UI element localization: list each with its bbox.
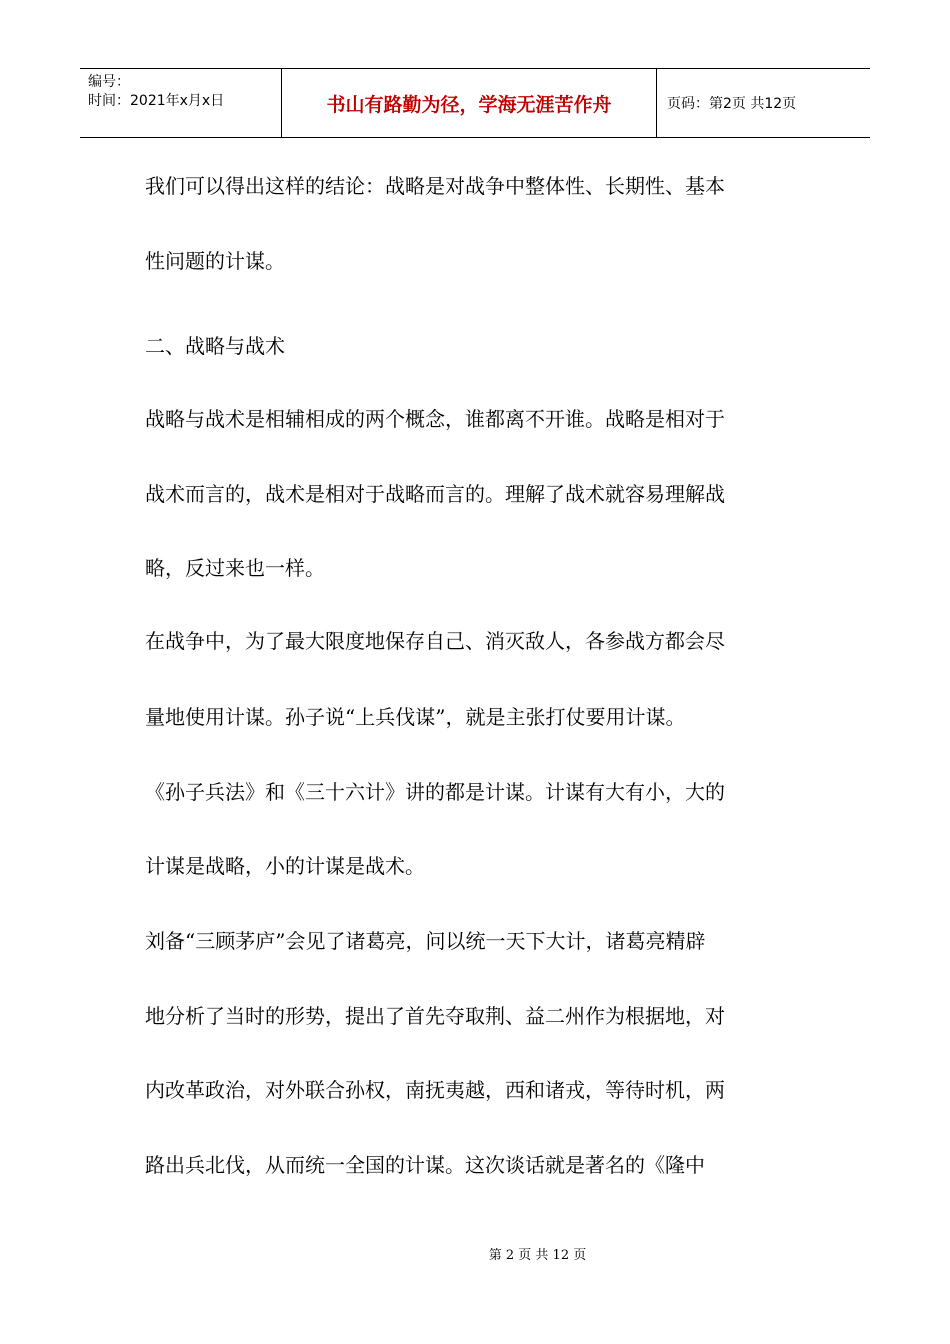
page-footer: 第 2 页 共 12 页 (488, 1248, 587, 1263)
body-line: 刘备“三顾茅庐”会见了诸葛亮，问以统一天下大计，诸葛亮精辟 (145, 929, 706, 953)
body-line: 地分析了当时的形势，提出了首先夺取荆、益二州作为根据地，对 (145, 1004, 725, 1028)
page-header (80, 68, 870, 138)
header-page-info: 页码：第2页 共12页 (667, 96, 797, 112)
body-line: 性问题的计谋。 (145, 249, 285, 273)
body-line: 计谋是战略，小的计谋是战术。 (145, 854, 425, 878)
body-line: 量地使用计谋。孙子说“上兵伐谋”，就是主张打仗要用计谋。 (145, 705, 686, 729)
body-line: 路出兵北伐，从而统一全国的计谋。这次谈话就是著名的《隆中 (145, 1153, 705, 1177)
body-line: 《孙子兵法》和《三十六计》讲的都是计谋。计谋有大有小，大的 (145, 780, 725, 804)
document-number-label: 编号： (88, 74, 130, 90)
body-line: 略，反过来也一样。 (145, 556, 325, 580)
body-line: 战略与战术是相辅相成的两个概念，谁都离不开谁。战略是相对于 (145, 407, 725, 431)
body-line: 我们可以得出这样的结论：战略是对战争中整体性、长期性、基本 (145, 174, 725, 198)
body-line: 内改革政治，对外联合孙权，南抚夷越，西和诸戎，等待时机，两 (145, 1078, 725, 1102)
header-meta (80, 69, 282, 137)
body-line: 在战争中，为了最大限度地保存自己、消灭敌人，各参战方都会尽 (145, 629, 725, 653)
header-motto: 书山有路勤为径，学海无涯苦作舟 (282, 69, 657, 137)
document-time-label: 时间：2021年x月x日 (88, 93, 225, 109)
body-line: 战术而言的，战术是相对于战略而言的。理解了战术就容易理解战 (145, 482, 725, 506)
section-heading: 二、战略与战术 (145, 334, 285, 358)
